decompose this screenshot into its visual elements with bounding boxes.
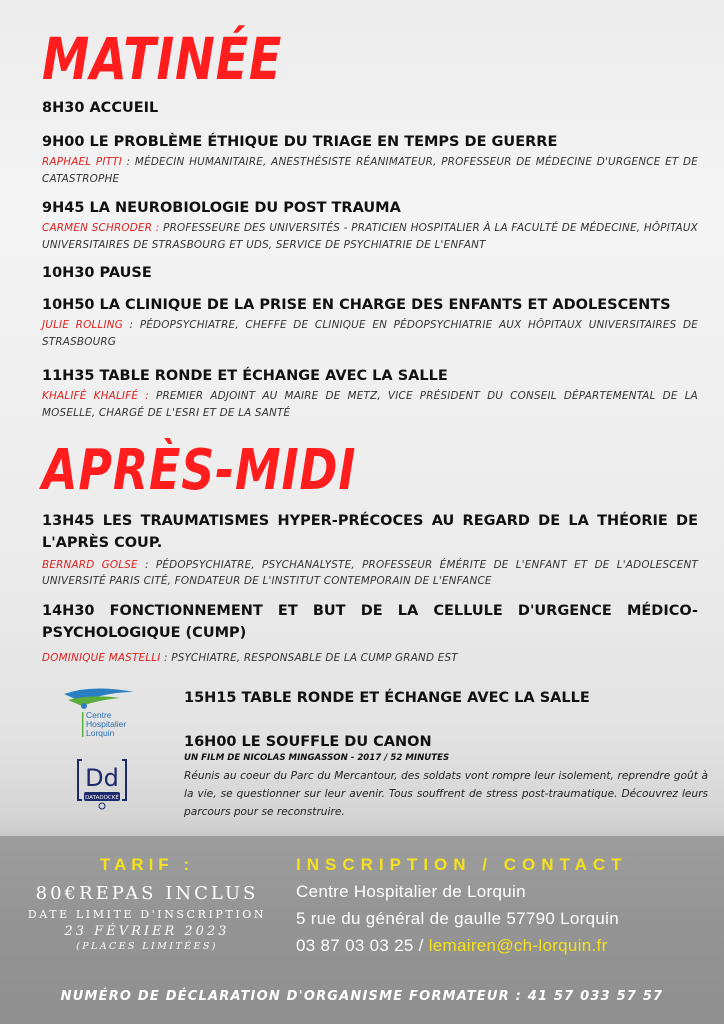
hospital-logo-line2: Hospitalier	[86, 719, 127, 729]
hospital-logo-line3: Lorquin	[86, 728, 115, 738]
contact-email-link[interactable]: lemairen@ch-lorquin.fr	[428, 936, 608, 955]
places-note: (PLACES LIMITÉES)	[76, 941, 218, 952]
program-item	[42, 511, 698, 590]
datadock-logo	[74, 756, 130, 812]
contact-block	[296, 855, 628, 956]
speaker-name: CARMEN SCHRODER :	[42, 221, 160, 234]
hospital-logo-mark	[62, 684, 142, 740]
program-item	[42, 133, 698, 188]
hospital-logo	[62, 684, 142, 740]
item-time: 8H30 ACCUEIL	[42, 100, 159, 116]
speaker-name: DOMINIQUE MASTELLI	[42, 651, 161, 664]
tarif-block	[12, 855, 282, 952]
film-subtitle: UN FILM DE NICOLAS MINGASSON - 2017 / 52 MINUTES	[184, 752, 450, 763]
item-description	[42, 220, 698, 254]
deadline-label: DATE LIMITE D'INSCRIPTION	[27, 908, 267, 921]
datadock-text: DATADOCKÉ	[85, 795, 119, 801]
item-time: 15H15 TABLE RONDE ET ÉCHANGE AVEC LA SALLE	[184, 690, 590, 706]
datadock-logo-mark	[74, 756, 130, 812]
program-item	[42, 367, 698, 422]
section-title-apres-midi: APRÈS-MIDI	[42, 438, 357, 503]
speaker-details: : PSYCHIATRE, RESPONSABLE DE LA CUMP GRAND EST	[160, 651, 458, 664]
section-title-matinee: MATINÉE	[42, 25, 283, 93]
footer	[0, 836, 724, 1024]
item-time: 14H30 FONCTIONNEMENT ET BUT DE LA CELLULE D'URGENCE MÉDICO-PSYCHOLOGIQUE (CUMP)	[42, 603, 698, 641]
datadock-letters: Dd	[85, 764, 119, 792]
contact-phone: 03 87 03 03 25 /	[296, 936, 429, 955]
program-item	[42, 99, 698, 118]
speaker-details: PREMIER ADJOINT AU MAIRE DE METZ, VICE PRÉSIDENT DU CONSEIL DÉPARTEMENTAL DE LA MOSELLE, CHARGÉ DE L'ESRI ET DE LA SANTÉ	[42, 389, 698, 419]
item-time: 10H30 PAUSE	[42, 265, 152, 281]
item-time: 9H00 LE PROBLÈME ÉTHIQUE DU TRIAGE EN TEMPS DE GUERRE	[42, 134, 558, 150]
program-item	[42, 296, 698, 351]
deadline-date: 23 FÉVRIER 2023	[64, 924, 230, 939]
program-item	[42, 199, 698, 254]
film-description: Réunis au coeur du Parc du Mercantour, des soldats vont rompre leur isolement, reprendre goût à la vie, se questionner sur leur avenir. Tous souffrent de stress post-traumatique. Découvrez leurs parcours pour se reconstruire.	[184, 769, 708, 818]
speaker-name: JULIE ROLLING	[42, 318, 123, 331]
program-item	[184, 733, 708, 821]
item-description	[42, 388, 698, 422]
speaker-name: BERNARD GOLSE	[42, 558, 138, 571]
declaration-number: NUMÉRO DE DÉCLARATION D'ORGANISME FORMATEUR : 41 57 033 57 57	[60, 989, 664, 1004]
program-item	[42, 264, 698, 283]
speaker-details: : PÉDOPSYCHIATRE, CHEFFE DE CLINIQUE EN PÉDOPSYCHIATRIE AUX HÔPITAUX UNIVERSITAIRES DE STRASBOURG	[42, 318, 699, 348]
tarif-price: 80€REPAS INCLUS	[35, 883, 259, 904]
program-item	[184, 689, 698, 708]
contact-label: INSCRIPTION / CONTACT	[296, 855, 628, 874]
speaker-details: : PÉDOPSYCHIATRE, PSYCHANALYSTE, PROFESSEUR ÉMÉRITE DE L'ENFANT ET DE L'ADOLESCENT UNIVERSITÉ PARIS CITÉ, FONDATEUR DE L'INSTITUT CONTEMPORAIN DE L'ENFANCE	[42, 558, 698, 588]
item-description	[42, 557, 698, 591]
contact-org: Centre Hospitalier de Lorquin	[296, 882, 526, 901]
item-time: 13H45 LES TRAUMATISMES HYPER-PRÉCOCES AU REGARD DE LA THÉORIE DE L'APRÈS COUP.	[42, 513, 698, 551]
tarif-label: TARIF :	[99, 855, 195, 874]
item-description	[42, 650, 698, 667]
program-item	[42, 601, 698, 666]
speaker-details: PROFESSEURE DES UNIVERSITÉS - PRATICIEN HOSPITALIER À LA FACULTÉ DE MÉDECINE, HÔPITAUX UNIVERSITAIRES DE STRASBOURG ET UDS, SERVICE DE PSYCHIATRIE DE L'ENFANT	[42, 221, 698, 251]
speaker-name: RAPHAEL PITTI	[42, 155, 122, 168]
item-description	[42, 154, 698, 188]
contact-address: 5 rue du général de gaulle 57790 Lorquin	[296, 909, 619, 928]
speaker-name: KHALIFÉ KHALIFÉ :	[42, 389, 149, 402]
contact-phone-email	[296, 936, 628, 956]
hospital-logo-line1: Centre	[86, 710, 112, 720]
item-time: 11H35 TABLE RONDE ET ÉCHANGE AVEC LA SALLE	[42, 368, 448, 384]
speaker-details: : MÉDECIN HUMANITAIRE, ANESTHÉSISTE RÉANIMATEUR, PROFESSEUR DE MÉDECINE D'URGENCE ET DE CATASTROPHE	[42, 155, 698, 185]
item-description	[42, 317, 698, 351]
item-time: 16H00 LE SOUFFLE DU CANON	[184, 734, 432, 750]
item-time: 10H50 LA CLINIQUE DE LA PRISE EN CHARGE DES ENFANTS ET ADOLESCENTS	[42, 297, 671, 313]
item-time: 9H45 LA NEUROBIOLOGIE DU POST TRAUMA	[42, 200, 401, 216]
